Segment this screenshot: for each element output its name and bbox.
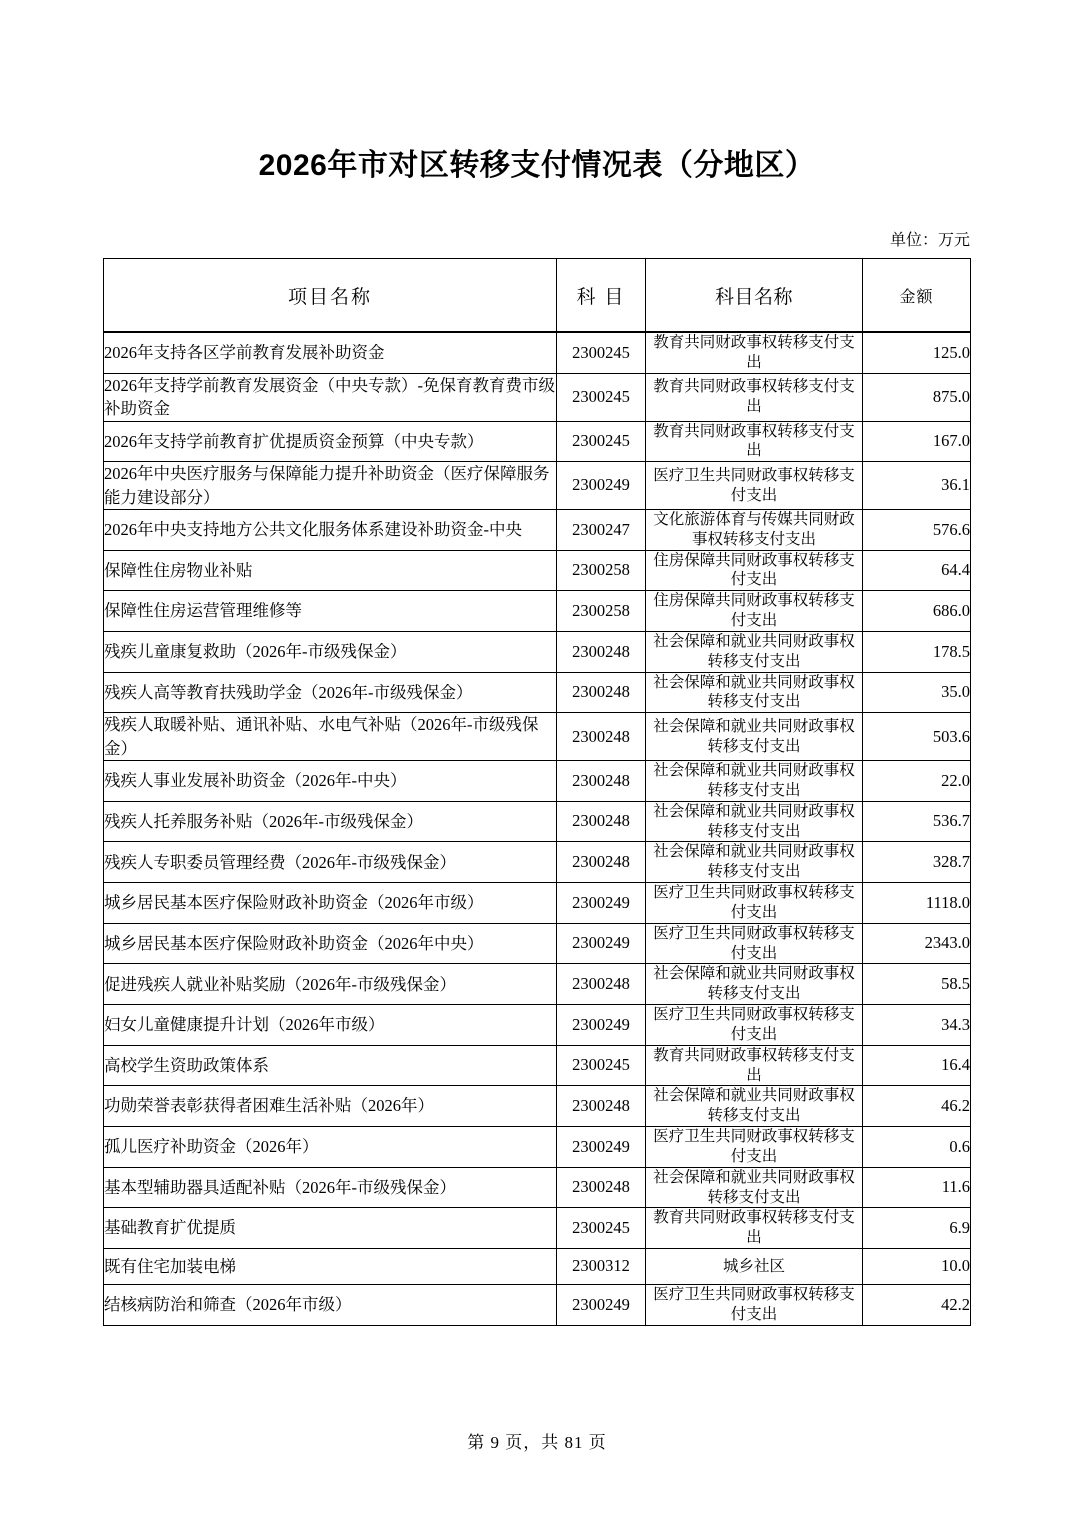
unit-note: 单位：万元 bbox=[889, 232, 970, 249]
cell-subject-code: 2300258 bbox=[557, 550, 646, 591]
transfer-payment-table bbox=[103, 258, 971, 1326]
table-row bbox=[104, 591, 971, 632]
table-row bbox=[104, 1208, 971, 1249]
cell-amount: 46.2 bbox=[863, 1086, 971, 1127]
cell-subject-code: 2300245 bbox=[557, 421, 646, 462]
cell-amount: 1118.0 bbox=[863, 883, 971, 924]
cell-amount: 0.6 bbox=[863, 1127, 971, 1168]
cell-project-name: 2026年支持学前教育发展资金（中央专款）-免保育教育费市级补助资金 bbox=[104, 373, 557, 421]
table-row bbox=[104, 631, 971, 672]
cell-subject-name: 医疗卫生共同财政事权转移支付支出 bbox=[646, 883, 863, 924]
cell-project-name: 功勋荣誉表彰获得者困难生活补贴（2026年） bbox=[104, 1086, 557, 1127]
cell-project-name: 妇女儿童健康提升计划（2026年市级） bbox=[104, 1005, 557, 1046]
cell-subject-name: 社会保障和就业共同财政事权转移支付支出 bbox=[646, 842, 863, 883]
cell-subject-name: 住房保障共同财政事权转移支付支出 bbox=[646, 550, 863, 591]
table-row bbox=[104, 550, 971, 591]
cell-project-name: 结核病防治和筛查（2026年市级） bbox=[104, 1285, 557, 1326]
cell-project-name: 2026年中央医疗服务与保障能力提升补助资金（医疗保障服务能力建设部分） bbox=[104, 462, 557, 510]
cell-subject-name: 社会保障和就业共同财政事权转移支付支出 bbox=[646, 713, 863, 761]
cell-subject-name: 社会保障和就业共同财政事权转移支付支出 bbox=[646, 1167, 863, 1208]
cell-amount: 167.0 bbox=[863, 421, 971, 462]
column-header-amount: 金额 bbox=[863, 259, 971, 333]
table-row bbox=[104, 332, 971, 373]
cell-subject-code: 2300248 bbox=[557, 1167, 646, 1208]
cell-amount: 536.7 bbox=[863, 801, 971, 842]
cell-amount: 36.1 bbox=[863, 462, 971, 510]
table-row bbox=[104, 964, 971, 1005]
cell-subject-code: 2300249 bbox=[557, 462, 646, 510]
table-row bbox=[104, 1127, 971, 1168]
cell-subject-code: 2300248 bbox=[557, 801, 646, 842]
cell-subject-name: 社会保障和就业共同财政事权转移支付支出 bbox=[646, 672, 863, 713]
cell-subject-code: 2300245 bbox=[557, 332, 646, 373]
cell-project-name: 促进残疾人就业补贴奖励（2026年-市级残保金） bbox=[104, 964, 557, 1005]
cell-amount: 34.3 bbox=[863, 1005, 971, 1046]
cell-project-name: 孤儿医疗补助资金（2026年） bbox=[104, 1127, 557, 1168]
cell-project-name: 高校学生资助政策体系 bbox=[104, 1045, 557, 1086]
cell-subject-name: 社会保障和就业共同财政事权转移支付支出 bbox=[646, 801, 863, 842]
page-title: 2026年市对区转移支付情况表（分地区） bbox=[258, 149, 816, 182]
cell-subject-name: 住房保障共同财政事权转移支付支出 bbox=[646, 591, 863, 632]
cell-subject-code: 2300248 bbox=[557, 842, 646, 883]
cell-subject-code: 2300247 bbox=[557, 510, 646, 551]
cell-amount: 22.0 bbox=[863, 761, 971, 802]
cell-subject-code: 2300248 bbox=[557, 761, 646, 802]
column-header-subject-code: 科 目 bbox=[557, 259, 646, 333]
cell-subject-code: 2300248 bbox=[557, 631, 646, 672]
cell-subject-code: 2300258 bbox=[557, 591, 646, 632]
cell-subject-name: 城乡社区 bbox=[646, 1249, 863, 1285]
cell-project-name: 城乡居民基本医疗保险财政补助资金（2026年市级） bbox=[104, 883, 557, 924]
table-row bbox=[104, 1086, 971, 1127]
cell-project-name: 残疾人事业发展补助资金（2026年-中央） bbox=[104, 761, 557, 802]
cell-project-name: 基础教育扩优提质 bbox=[104, 1208, 557, 1249]
cell-subject-name: 教育共同财政事权转移支付支出 bbox=[646, 332, 863, 373]
cell-project-name: 2026年支持各区学前教育发展补助资金 bbox=[104, 332, 557, 373]
cell-subject-code: 2300249 bbox=[557, 1127, 646, 1168]
cell-subject-name: 医疗卫生共同财政事权转移支付支出 bbox=[646, 462, 863, 510]
cell-project-name: 残疾儿童康复救助（2026年-市级残保金） bbox=[104, 631, 557, 672]
cell-subject-code: 2300248 bbox=[557, 964, 646, 1005]
cell-amount: 503.6 bbox=[863, 713, 971, 761]
cell-amount: 16.4 bbox=[863, 1045, 971, 1086]
cell-amount: 10.0 bbox=[863, 1249, 971, 1285]
cell-subject-name: 社会保障和就业共同财政事权转移支付支出 bbox=[646, 1086, 863, 1127]
column-header-subject-name: 科目名称 bbox=[646, 259, 863, 333]
column-header-project-name: 项目名称 bbox=[104, 259, 557, 333]
cell-amount: 178.5 bbox=[863, 631, 971, 672]
cell-project-name: 保障性住房运营管理维修等 bbox=[104, 591, 557, 632]
cell-subject-name: 社会保障和就业共同财政事权转移支付支出 bbox=[646, 761, 863, 802]
table-row bbox=[104, 801, 971, 842]
cell-project-name: 城乡居民基本医疗保险财政补助资金（2026年中央） bbox=[104, 923, 557, 964]
table-row bbox=[104, 883, 971, 924]
table-row bbox=[104, 672, 971, 713]
table-row bbox=[104, 1249, 971, 1285]
cell-project-name: 既有住宅加装电梯 bbox=[104, 1249, 557, 1285]
cell-project-name: 2026年支持学前教育扩优提质资金预算（中央专款） bbox=[104, 421, 557, 462]
table-header bbox=[104, 259, 971, 333]
cell-amount: 64.4 bbox=[863, 550, 971, 591]
cell-amount: 328.7 bbox=[863, 842, 971, 883]
cell-subject-code: 2300249 bbox=[557, 1285, 646, 1326]
cell-subject-code: 2300249 bbox=[557, 923, 646, 964]
table-row bbox=[104, 1285, 971, 1326]
cell-amount: 35.0 bbox=[863, 672, 971, 713]
cell-amount: 58.5 bbox=[863, 964, 971, 1005]
cell-subject-code: 2300249 bbox=[557, 883, 646, 924]
table-body bbox=[104, 332, 971, 1325]
cell-subject-code: 2300248 bbox=[557, 672, 646, 713]
cell-amount: 686.0 bbox=[863, 591, 971, 632]
table-row bbox=[104, 842, 971, 883]
cell-subject-name: 社会保障和就业共同财政事权转移支付支出 bbox=[646, 631, 863, 672]
cell-amount: 6.9 bbox=[863, 1208, 971, 1249]
cell-amount: 576.6 bbox=[863, 510, 971, 551]
table-header-row bbox=[104, 259, 971, 333]
cell-subject-code: 2300249 bbox=[557, 1005, 646, 1046]
cell-subject-name: 教育共同财政事权转移支付支出 bbox=[646, 1208, 863, 1249]
cell-project-name: 残疾人托养服务补贴（2026年-市级残保金） bbox=[104, 801, 557, 842]
cell-project-name: 基本型辅助器具适配补贴（2026年-市级残保金） bbox=[104, 1167, 557, 1208]
transfer-payment-table-wrapper bbox=[103, 258, 970, 1326]
cell-amount: 2343.0 bbox=[863, 923, 971, 964]
cell-amount: 875.0 bbox=[863, 373, 971, 421]
cell-project-name: 残疾人取暖补贴、通讯补贴、水电气补贴（2026年-市级残保金） bbox=[104, 713, 557, 761]
cell-subject-code: 2300245 bbox=[557, 1045, 646, 1086]
cell-subject-name: 医疗卫生共同财政事权转移支付支出 bbox=[646, 1127, 863, 1168]
table-row bbox=[104, 510, 971, 551]
table-row bbox=[104, 761, 971, 802]
table-row bbox=[104, 1167, 971, 1208]
cell-amount: 11.6 bbox=[863, 1167, 971, 1208]
table-row bbox=[104, 1045, 971, 1086]
table-row bbox=[104, 421, 971, 462]
cell-project-name: 残疾人高等教育扶残助学金（2026年-市级残保金） bbox=[104, 672, 557, 713]
table-row bbox=[104, 713, 971, 761]
cell-subject-name: 文化旅游体育与传媒共同财政事权转移支付支出 bbox=[646, 510, 863, 551]
cell-subject-name: 医疗卫生共同财政事权转移支付支出 bbox=[646, 923, 863, 964]
cell-subject-code: 2300245 bbox=[557, 373, 646, 421]
cell-amount: 42.2 bbox=[863, 1285, 971, 1326]
cell-project-name: 保障性住房物业补贴 bbox=[104, 550, 557, 591]
cell-amount: 125.0 bbox=[863, 332, 971, 373]
cell-subject-code: 2300248 bbox=[557, 713, 646, 761]
cell-subject-name: 教育共同财政事权转移支付支出 bbox=[646, 421, 863, 462]
cell-subject-name: 教育共同财政事权转移支付支出 bbox=[646, 1045, 863, 1086]
table-row bbox=[104, 923, 971, 964]
cell-subject-name: 社会保障和就业共同财政事权转移支付支出 bbox=[646, 964, 863, 1005]
cell-project-name: 残疾人专职委员管理经费（2026年-市级残保金） bbox=[104, 842, 557, 883]
cell-subject-code: 2300245 bbox=[557, 1208, 646, 1249]
table-row bbox=[104, 1005, 971, 1046]
cell-subject-name: 医疗卫生共同财政事权转移支付支出 bbox=[646, 1285, 863, 1326]
table-row bbox=[104, 462, 971, 510]
table-row bbox=[104, 373, 971, 421]
cell-subject-code: 2300312 bbox=[557, 1249, 646, 1285]
cell-project-name: 2026年中央支持地方公共文化服务体系建设补助资金-中央 bbox=[104, 510, 557, 551]
page-footer: 第 9 页，共 81 页 bbox=[467, 1433, 607, 1452]
cell-subject-name: 教育共同财政事权转移支付支出 bbox=[646, 373, 863, 421]
cell-subject-name: 医疗卫生共同财政事权转移支付支出 bbox=[646, 1005, 863, 1046]
cell-subject-code: 2300248 bbox=[557, 1086, 646, 1127]
